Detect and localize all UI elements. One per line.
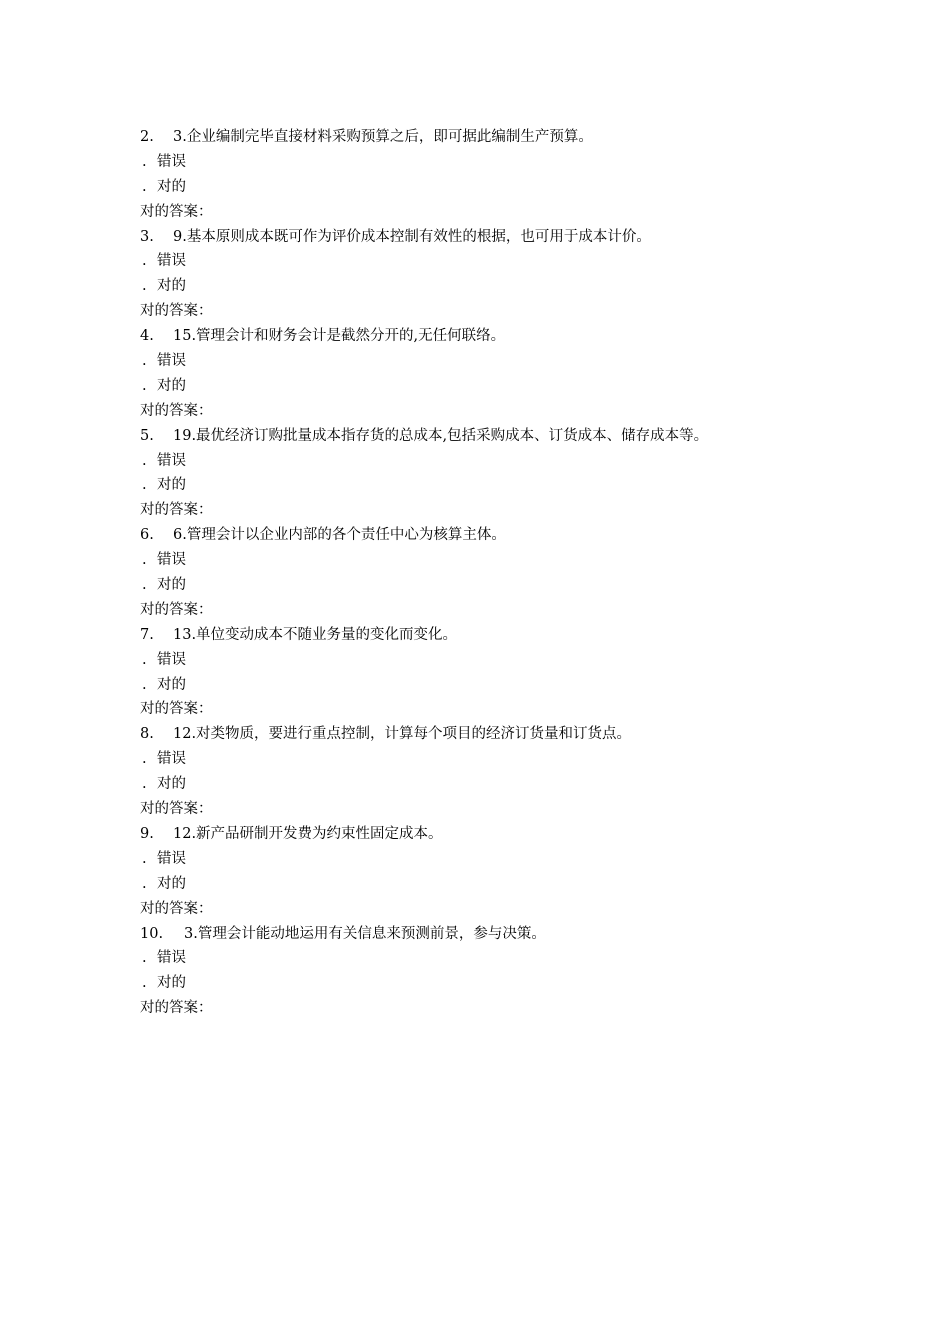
answer-label: 对的答案：	[140, 601, 213, 618]
question-number: 2.	[140, 129, 154, 145]
answer-label: 对的答案：	[140, 402, 213, 419]
option-marker: .	[142, 975, 147, 992]
answer-label: 对的答案：	[140, 900, 213, 917]
option-wrong	[140, 249, 820, 274]
option-label: 对的	[157, 975, 186, 992]
option-wrong	[140, 847, 820, 872]
option-right	[140, 274, 820, 299]
option-right	[140, 573, 820, 598]
question-line	[140, 722, 820, 747]
option-label: 错误	[157, 651, 186, 668]
option-right	[140, 374, 820, 399]
option-right	[140, 872, 820, 897]
option-label: 对的	[157, 377, 186, 394]
option-marker: .	[142, 153, 147, 170]
option-label: 对的	[157, 278, 186, 295]
option-marker: .	[142, 950, 147, 967]
option-right	[140, 673, 820, 698]
option-wrong	[140, 946, 820, 971]
option-label: 错误	[157, 452, 186, 469]
option-right	[140, 473, 820, 498]
option-marker: .	[142, 253, 147, 270]
option-label: 对的	[157, 178, 186, 195]
option-wrong	[140, 747, 820, 772]
question-item	[140, 922, 820, 1022]
option-marker: .	[142, 377, 147, 394]
question-item	[140, 722, 820, 822]
option-wrong	[140, 349, 820, 374]
question-line	[140, 922, 820, 947]
answer-label: 对的答案：	[140, 203, 213, 220]
question-text: 6.管理会计以企业内部的各个责任中心为核算主体。	[173, 527, 506, 544]
option-marker: .	[142, 477, 147, 494]
question-item	[140, 822, 820, 922]
option-label: 错误	[157, 950, 186, 967]
question-line	[140, 523, 820, 548]
question-number: 4.	[140, 328, 154, 345]
option-label: 对的	[157, 776, 186, 793]
option-marker: .	[142, 552, 147, 569]
option-marker: .	[142, 776, 147, 793]
question-line	[140, 125, 820, 150]
question-text: 12.对类物质，要进行重点控制，计算每个项目的经济订货量和订货点。	[173, 726, 632, 743]
option-label: 错误	[157, 253, 186, 270]
option-label: 错误	[157, 751, 186, 768]
option-marker: .	[142, 850, 147, 867]
option-label: 错误	[157, 153, 186, 170]
option-label: 错误	[157, 353, 186, 370]
option-wrong	[140, 449, 820, 474]
answer-label: 对的答案：	[140, 303, 213, 320]
question-item	[140, 324, 820, 424]
question-number: 7.	[140, 626, 154, 643]
question-text: 13.单位变动成本不随业务量的变化而变化。	[173, 626, 458, 643]
answer-label: 对的答案：	[140, 1000, 213, 1017]
option-marker: .	[142, 178, 147, 195]
question-text: 19.最优经济订购批量成本指存货的总成本,包括采购成本、订货成本、储存成本等。	[173, 427, 709, 444]
option-marker: .	[142, 278, 147, 295]
question-number: 8.	[140, 726, 154, 743]
option-marker: .	[142, 452, 147, 469]
option-label: 错误	[157, 552, 186, 569]
option-label: 对的	[157, 676, 186, 693]
question-item	[140, 623, 820, 723]
answer-label: 对的答案：	[140, 502, 213, 519]
option-label: 错误	[157, 850, 186, 867]
option-wrong	[140, 150, 820, 175]
option-marker: .	[142, 353, 147, 370]
question-line	[140, 225, 820, 250]
question-number: 3.	[140, 228, 154, 245]
option-right	[140, 971, 820, 996]
option-marker: .	[142, 875, 147, 892]
question-line	[140, 324, 820, 349]
option-wrong	[140, 548, 820, 573]
question-text: 15.管理会计和财务会计是截然分开的,无任何联络。	[173, 328, 506, 345]
option-marker: .	[142, 651, 147, 668]
question-item	[140, 523, 820, 623]
option-marker: .	[142, 751, 147, 768]
answer-label: 对的答案：	[140, 701, 213, 718]
question-text: 3.企业编制完毕直接材料采购预算之后，即可据此编制生产预算。	[173, 129, 593, 145]
question-text: 9.基本原则成本既可作为评价成本控制有效性的根据，也可用于成本计价。	[173, 228, 651, 245]
question-item	[140, 225, 820, 325]
question-line	[140, 424, 820, 449]
option-marker: .	[142, 577, 147, 594]
option-marker: .	[142, 676, 147, 693]
option-label: 对的	[157, 477, 186, 494]
question-item	[140, 125, 820, 225]
question-item	[140, 424, 820, 524]
option-wrong	[140, 648, 820, 673]
option-label: 对的	[157, 875, 186, 892]
option-right	[140, 772, 820, 797]
question-number: 5.	[140, 427, 154, 444]
question-number: 9.	[140, 825, 154, 842]
option-label: 对的	[157, 577, 186, 594]
question-number: 6.	[140, 527, 154, 544]
question-line	[140, 822, 820, 847]
question-text: 12.新产品研制开发费为约束性固定成本。	[173, 825, 443, 842]
question-line	[140, 623, 820, 648]
question-number: 10.	[140, 925, 164, 942]
option-right	[140, 175, 820, 200]
answer-label: 对的答案：	[140, 801, 213, 818]
question-text: 3.管理会计能动地运用有关信息来预测前景，参与决策。	[184, 925, 546, 942]
document-page	[140, 125, 820, 1021]
